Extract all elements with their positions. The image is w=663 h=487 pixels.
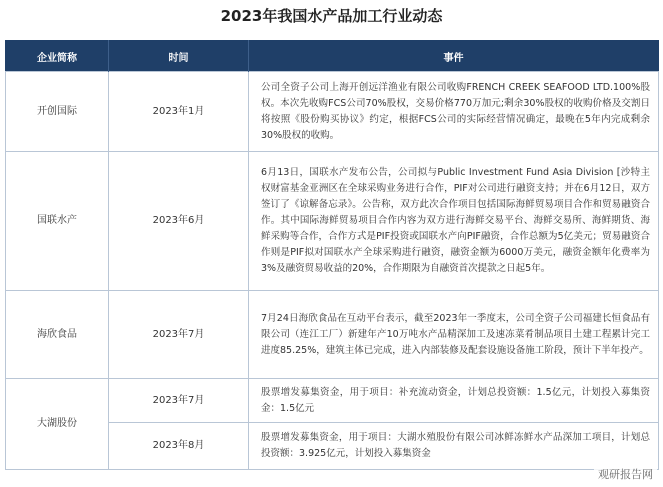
page-title: 2023年我国水产品加工行业动态 — [220, 7, 443, 25]
event-cell: 7月24日海欣食品在互动平台表示，截至2023年一季度末，公司全资子公司福建长恒食品有限公司（连江工厂）新建年产10万吨水产品精深加工及速冻菜肴制品项目土建工程累计完工进度85.25%，建筑主体已完成，进入内部装修及配套设施设备施工阶段，预计下半年投产。 — [249, 291, 659, 379]
date-cell: 2023年8月 — [109, 423, 249, 470]
event-cell: 公司全资子公司上海开创远洋渔业有限公司收购FRENCH CREEK SEAFOOD LTD.100%股权。本次先收购FCS公司70%股权，交易价格770万加元;剩余30%股权的收购价格及交割日将按照《股份购买协议》约定，根据FCS公司的实际经营情况确定，最晚在5年内完成剩余30%股权的收购。 — [249, 72, 659, 152]
column-header-company: 企业简称 — [6, 41, 109, 72]
column-header-date: 时间 — [109, 41, 249, 72]
table-row — [6, 291, 659, 379]
table-row — [6, 72, 659, 152]
table-body — [6, 72, 659, 470]
company-cell: 海欣食品 — [6, 291, 109, 379]
watermark: 观研报告网 — [594, 467, 657, 483]
company-cell: 大湖股份 — [6, 379, 109, 470]
company-cell: 开创国际 — [6, 72, 109, 152]
company-cell: 国联水产 — [6, 152, 109, 291]
table-header — [6, 41, 659, 72]
date-cell: 2023年1月 — [109, 72, 249, 152]
date-cell: 2023年7月 — [109, 379, 249, 423]
header-row — [6, 41, 659, 72]
event-cell: 股票增发募集资金，用于项目：补充流动资金，计划总投资额：1.5亿元，计划投入募集资金：1.5亿元 — [249, 379, 659, 423]
date-cell: 2023年7月 — [109, 291, 249, 379]
table-row — [6, 152, 659, 291]
date-cell: 2023年6月 — [109, 152, 249, 291]
industry-dynamics-table — [5, 40, 659, 470]
event-cell: 6月13日，国联水产发布公告，公司拟与Public Investment Fund Asia Division [沙特主权财富基金亚洲区在全球采购业务进行合作，PIF对公司进行融资支持；并在6月12日，双方签订了《谅解备忘录》。公告称，双方此次合作项目包括国际海鲜贸易项目合作和贸易融资合作。其中国际海鲜贸易项目合作内容为双方进行海鲜交易平台、海鲜交易所、海鲜期货、海鲜采购等合作，合作方式是PIF投资或国联水产向PIF融资，合作总额为5亿美元；贸易融资合作则是PIF拟对国联水产全球采购进行融资，融资金额为6000万美元，融资金额年化费率为3%及融资贸易收益的20%，合作期限为自融资首次提款之日起5年。 — [249, 152, 659, 291]
event-cell: 股票增发募集资金，用于项目：大湖水殖股份有限公司冰鲜冻鲜水产品深加工项目，计划总投资额：3.925亿元，计划投入募集资金 — [249, 423, 659, 470]
table-row — [6, 379, 659, 423]
column-header-event: 事件 — [249, 41, 659, 72]
